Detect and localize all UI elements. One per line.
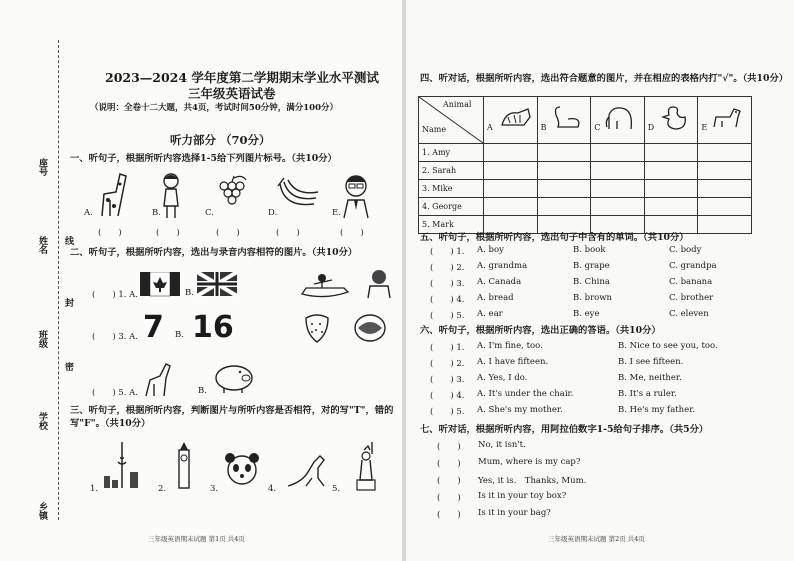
table-row (419, 198, 752, 216)
page-1-footer: 三年级英语期末试题 第1页 共4页 (148, 535, 245, 543)
question-2-text: 二、听句子，根据所听内容，选出与录音内容相符的图片。（共10分） (70, 247, 358, 258)
cell-1a[interactable] (484, 144, 538, 162)
q7-order-blank-3[interactable]: ( ) (437, 476, 461, 486)
q6-option-a-3: A. Yes, I do. (477, 373, 528, 383)
question-7-text: 七、听对话，根据所听内容，用阿拉伯数字1-5给句子排序。（共5分） (420, 424, 709, 435)
q3-num-4: 4. (268, 484, 277, 494)
exam-note: （说明：全卷十二大题，共4页，考试时间50分钟，满分100分） (90, 103, 338, 113)
q6-answer-blank-5[interactable]: ( ) 5. (430, 407, 465, 417)
q1-label-c: C. (205, 208, 214, 218)
q6-option-b-5: B. He's my father. (618, 405, 696, 415)
q2-row-1[interactable]: ( ) 1. A. (92, 290, 138, 300)
binding-line (58, 40, 59, 520)
q6-answer-blank-2[interactable]: ( ) 2. (430, 359, 465, 369)
q3-num-5: 5. (332, 484, 341, 494)
tiger-icon (500, 103, 534, 133)
cell-1d[interactable] (644, 144, 698, 162)
cell-1c[interactable] (591, 144, 645, 162)
q5-option-a-3: A. Canada (477, 277, 522, 287)
q5-answer-blank-2[interactable]: ( ) 2. (430, 263, 465, 273)
q5-answer-blank-1[interactable]: ( ) 1. (430, 247, 465, 257)
side-label-class: 班级 (37, 330, 47, 348)
q2-5-b-label: B. (198, 386, 207, 396)
q5-answer-blank-5[interactable]: ( ) 5. (430, 311, 465, 321)
side-label-name: 姓名 (37, 236, 47, 254)
q7-sentence-3: Yes, it is. Thanks, Mum. (478, 476, 587, 486)
q2-row-5[interactable]: ( ) 5. A. (92, 388, 138, 398)
exam-title: 2023—2024 学年度第二学期期末学业水平测试 (105, 70, 379, 85)
pig-picture (212, 360, 258, 394)
q5-option-b-2: B. grape (573, 261, 610, 271)
cell-2a[interactable] (484, 162, 538, 180)
q5-option-b-1: B. book (573, 245, 606, 255)
q3-num-1: 1. (90, 484, 99, 494)
q6-answer-blank-1[interactable]: ( ) 1. (430, 343, 465, 353)
col-c-label: C (594, 123, 601, 132)
grapes-picture (212, 174, 252, 214)
side-label-seal: 封 (63, 298, 73, 307)
question-1-text: 一、听句子，根据所听内容选择1-5给下列图片标号。（共10分） (70, 153, 337, 164)
q5-option-b-5: B. eye (573, 309, 600, 319)
q1-blank-5[interactable]: ( ) (340, 228, 364, 238)
q2-3-b-label: B. (175, 330, 184, 340)
row-name-2: 2. Sarah (419, 162, 484, 180)
row-name-4: 4. George (419, 198, 484, 216)
table-row (419, 162, 752, 180)
exam-subtitle: 三年级英语试卷 (188, 86, 276, 101)
digit-sixteen: 16 (192, 310, 234, 345)
big-ben-picture (172, 440, 196, 490)
q7-sentence-2: Mum, where is my cap? (478, 457, 581, 467)
cell-3d[interactable] (644, 180, 698, 198)
row-name-1: 1. Amy (419, 144, 484, 162)
q1-label-a: A. (84, 208, 93, 218)
question-5-text: 五、听句子，根据所听内容，选出句子中含有的单词。（共10分） (420, 232, 689, 243)
cell-2c[interactable] (591, 162, 645, 180)
q7-sentence-4: Is it in your toy box? (478, 491, 567, 501)
strawberry-picture (300, 310, 334, 344)
q1-blank-4[interactable]: ( ) (276, 228, 300, 238)
col-b-label: B (540, 123, 547, 132)
col-d-label: D (647, 123, 655, 132)
q5-option-b-4: B. brown (573, 293, 613, 303)
cell-2d[interactable] (644, 162, 698, 180)
table-corner-header (419, 97, 484, 144)
header-animal: Animal (443, 100, 472, 109)
cell-5e[interactable] (698, 216, 752, 234)
q5-option-c-1: C. body (669, 245, 702, 255)
q5-option-a-4: A. bread (477, 293, 514, 303)
page-2-footer: 三年级英语期末试题 第2页 共4页 (548, 535, 645, 543)
col-d-header (644, 97, 698, 144)
row-name-3: 3. Mike (419, 180, 484, 198)
col-b-header (537, 97, 591, 144)
q6-option-a-5: A. She's my mother. (477, 405, 563, 415)
q5-option-c-2: C. grandpa (669, 261, 717, 271)
cell-2e[interactable] (698, 162, 752, 180)
col-e-header (698, 97, 752, 144)
q6-option-a-2: A. I have fifteen. (477, 357, 549, 367)
side-label-secret: 密 (63, 362, 73, 371)
q7-order-blank-4[interactable]: ( ) (437, 493, 461, 503)
q6-option-a-1: A. I'm fine, too. (477, 341, 543, 351)
listening-section-title: 听力部分 （70分） (170, 133, 271, 147)
q1-blank-3[interactable]: ( ) (216, 228, 240, 238)
q7-sentence-5: Is it in your bag? (478, 508, 551, 518)
q6-answer-blank-3[interactable]: ( ) 3. (430, 375, 465, 385)
q5-answer-blank-4[interactable]: ( ) 4. (430, 295, 465, 305)
cell-2b[interactable] (537, 162, 591, 180)
cell-1b[interactable] (537, 144, 591, 162)
q2-row-3[interactable]: ( ) 3. A. (92, 332, 138, 342)
swan-icon (550, 103, 584, 133)
side-label-town: 乡镇 (37, 502, 47, 520)
q7-order-blank-5[interactable]: ( ) (437, 510, 461, 520)
cell-3b[interactable] (537, 180, 591, 198)
col-c-header (591, 97, 645, 144)
dog-icon (710, 103, 744, 133)
q6-option-b-2: B. I see fifteen. (618, 357, 684, 367)
panda-picture (222, 450, 262, 490)
girl-picture (158, 172, 184, 220)
table-row (419, 180, 752, 198)
q1-label-b: B. (152, 208, 161, 218)
duck-icon (657, 103, 691, 133)
table-row (419, 144, 752, 162)
cell-1e[interactable] (698, 144, 752, 162)
question-4-text: 四、听对话，根据所听内容，选出符合题意的图片，并在相应的表格内打"√"。（共10分） (420, 73, 789, 84)
q7-sentence-1: No, it isn't. (478, 440, 526, 450)
q1-blank-1[interactable]: ( ) (98, 228, 122, 238)
question-3-text: 三、听句子，根据所听内容，判断图片与所听内容是否相符，对的写"T"，错的写"F"。（共10分） (70, 405, 394, 429)
q5-option-c-5: C. eleven (669, 309, 709, 319)
man-picture (340, 172, 372, 220)
q6-option-b-3: B. Me, neither. (618, 373, 682, 383)
watermelon-picture (352, 310, 388, 344)
cell-3c[interactable] (591, 180, 645, 198)
header-name: Name (422, 125, 447, 134)
side-label-school: 学校 (37, 412, 47, 430)
cell-4b[interactable] (537, 198, 591, 216)
q3-num-2: 2. (158, 484, 167, 494)
q5-answer-blank-3[interactable]: ( ) 3. (430, 279, 465, 289)
cell-3a[interactable] (484, 180, 538, 198)
q1-label-e: E. (332, 208, 341, 218)
digit-seven: 7 (143, 310, 164, 345)
side-label-seat: 座号 (37, 158, 47, 176)
q5-option-b-3: B. China (573, 277, 610, 287)
animal-name-table (418, 96, 752, 234)
q6-option-a-4: A. It's under the chair. (477, 389, 574, 399)
col-e-label: E (701, 123, 708, 132)
q6-answer-blank-4[interactable]: ( ) 4. (430, 391, 465, 401)
cn-tower-picture (100, 440, 146, 490)
kangaroo-picture (284, 452, 332, 490)
q5-option-a-1: A. boy (477, 245, 504, 255)
col-a-label: A (487, 123, 493, 132)
bananas-picture (274, 174, 322, 214)
cell-4c[interactable] (591, 198, 645, 216)
canada-flag-picture (140, 272, 180, 298)
uk-flag-picture (197, 272, 237, 298)
person-picture (364, 268, 394, 300)
cell-4e[interactable] (698, 198, 752, 216)
row-name-5: 5. Mark (419, 216, 484, 234)
q1-blank-2[interactable]: ( ) (156, 228, 180, 238)
q3-num-3: 3. (210, 484, 219, 494)
elephant-icon (603, 103, 637, 133)
q5-option-a-2: A. grandma (477, 261, 528, 271)
q5-option-a-5: A. ear (477, 309, 503, 319)
cell-4a[interactable] (484, 198, 538, 216)
q1-label-d: D. (268, 208, 278, 218)
q2-1-b-label: B. (185, 288, 194, 298)
horse-picture (140, 358, 174, 398)
boat-picture (300, 270, 350, 300)
giraffe-picture (92, 170, 132, 218)
q6-option-b-4: B. It's a ruler. (618, 389, 677, 399)
statue-of-liberty-picture (352, 440, 380, 492)
cell-3e[interactable] (698, 180, 752, 198)
q7-order-blank-1[interactable]: ( ) (437, 442, 461, 452)
q5-option-c-3: C. banana (669, 277, 713, 287)
q5-option-c-4: C. brother (669, 293, 714, 303)
cell-4d[interactable] (644, 198, 698, 216)
question-6-text: 六、听句子，根据所听内容，选出正确的答语。（共10分） (420, 325, 661, 336)
side-label-line: 线 (63, 236, 73, 245)
col-a-header (484, 97, 538, 144)
q6-option-b-1: B. Nice to see you, too. (618, 341, 718, 351)
q7-order-blank-2[interactable]: ( ) (437, 459, 461, 469)
